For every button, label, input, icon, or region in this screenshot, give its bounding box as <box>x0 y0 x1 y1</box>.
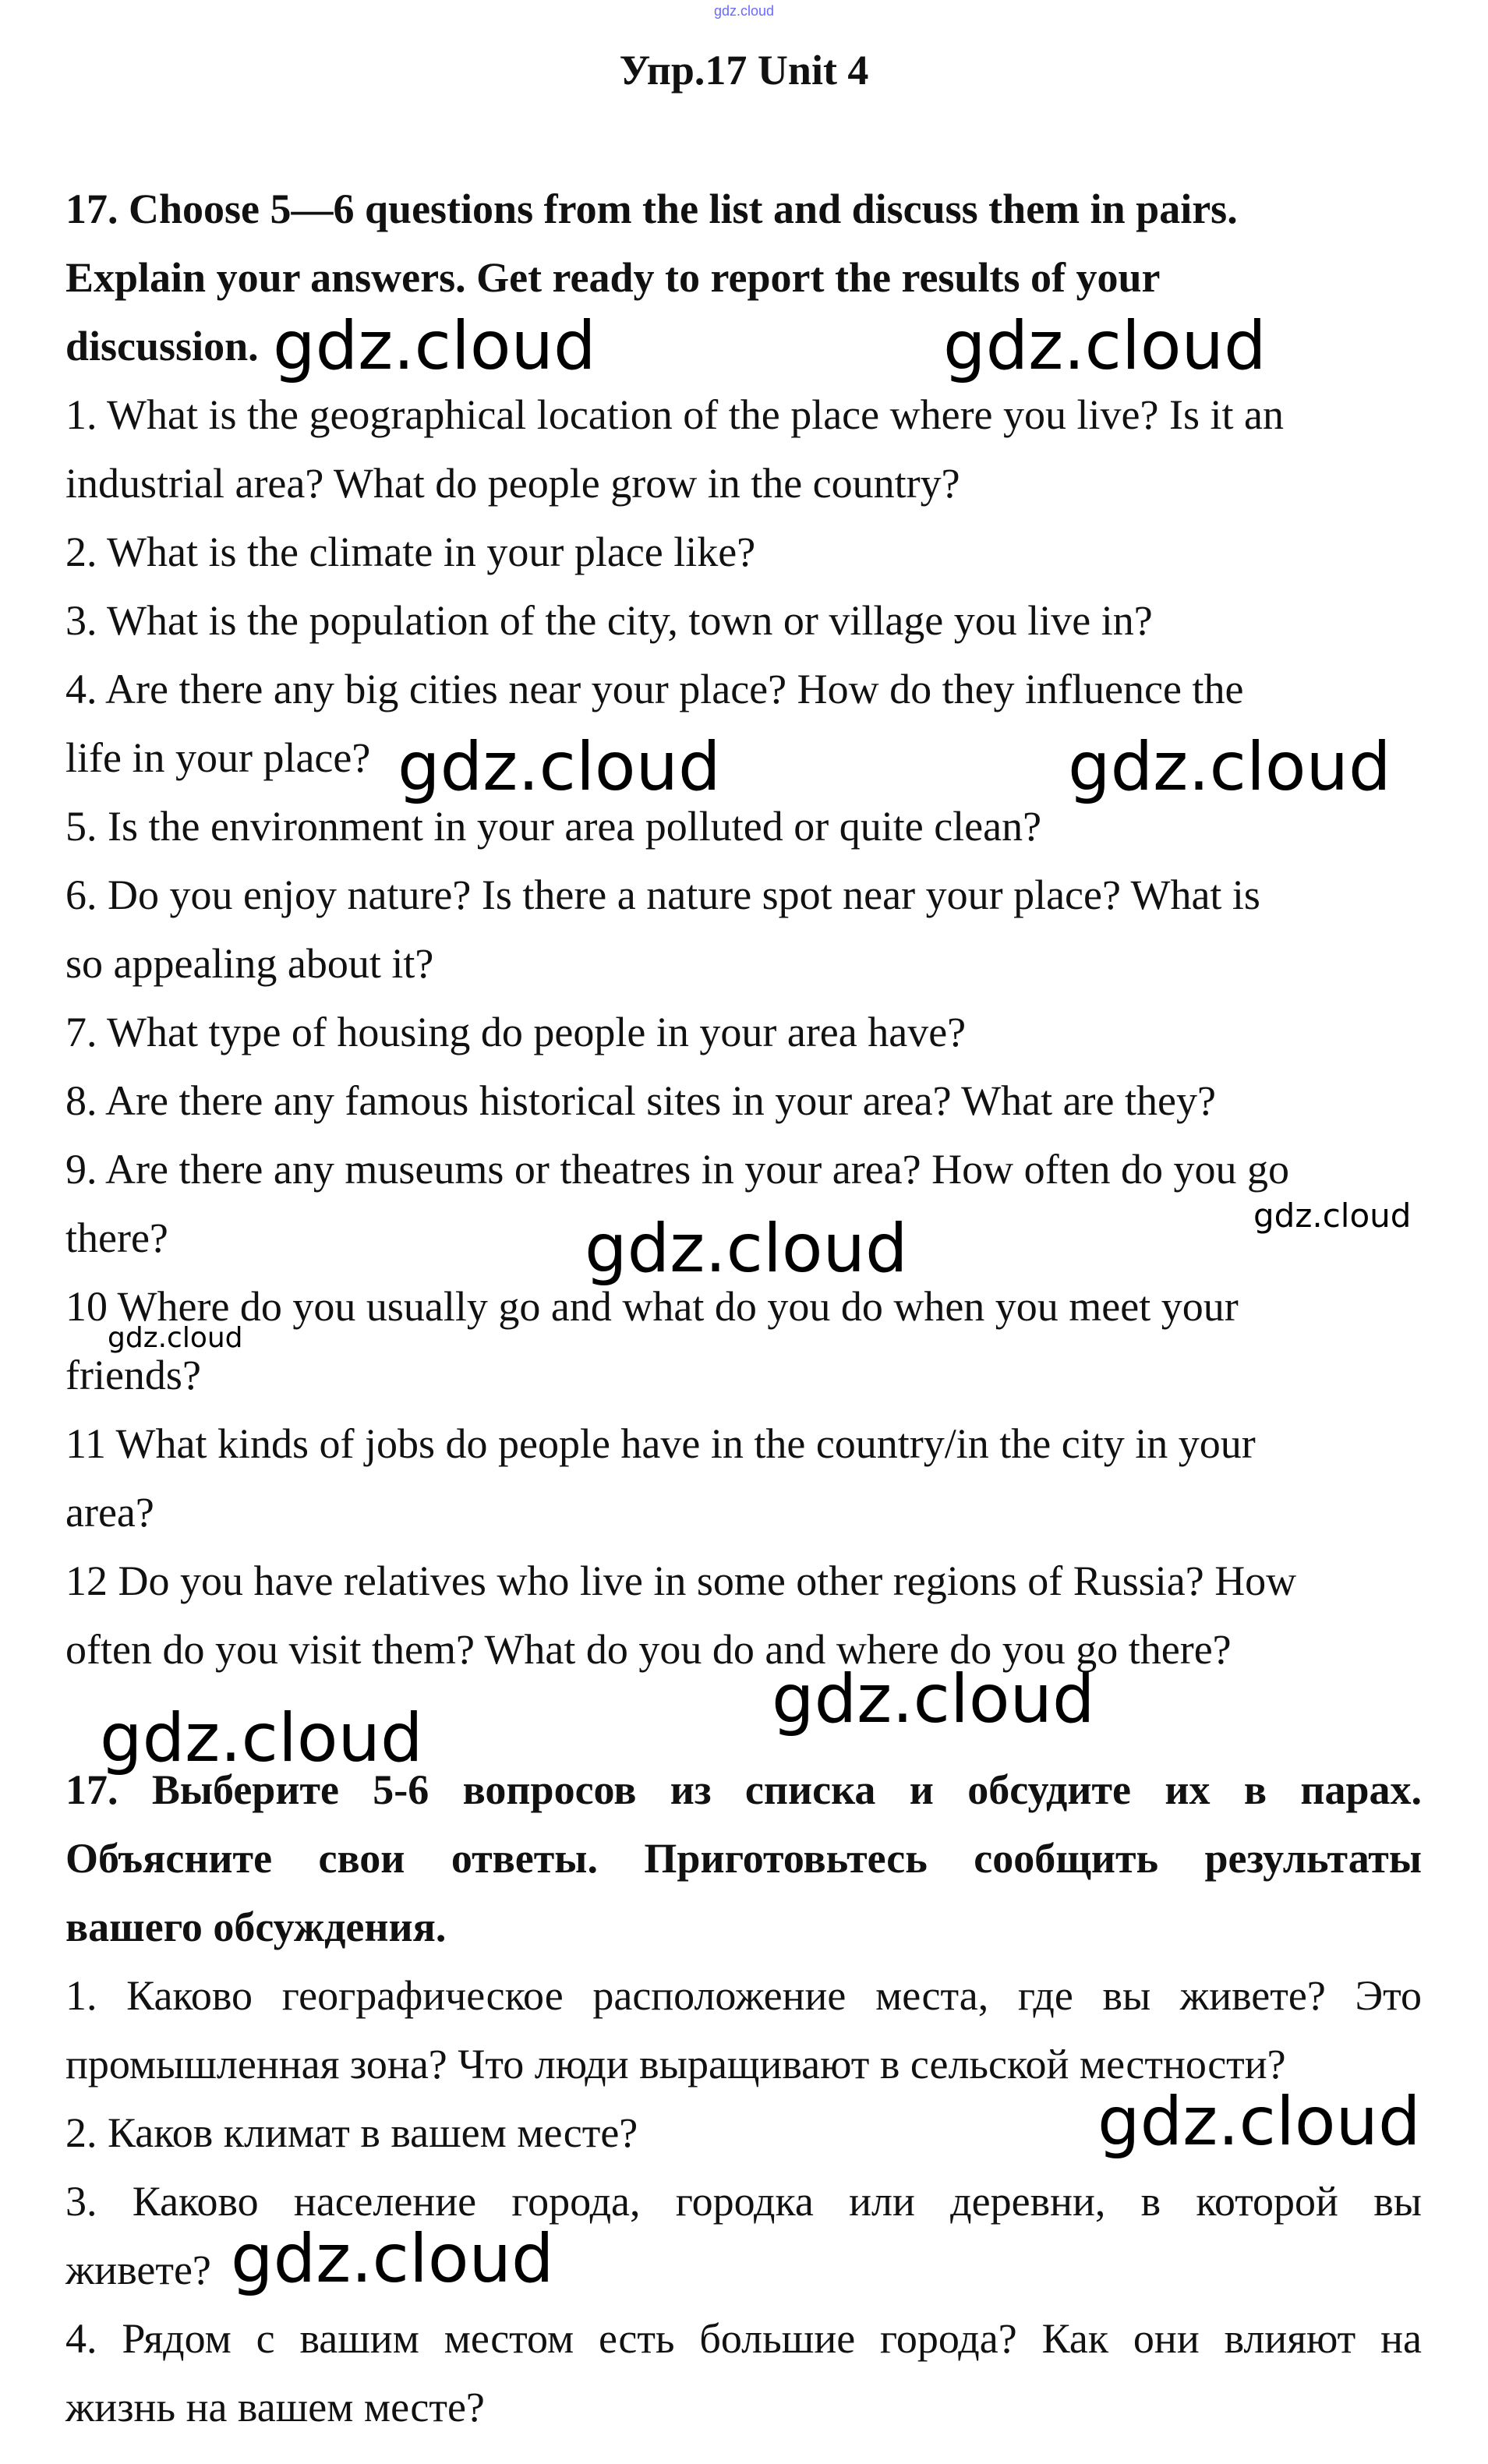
question-line: 11 What kinds of jobs do people have in the country/in the city in your <box>65 1420 1256 1467</box>
question-line: industrial area? What do people grow in the country? <box>65 460 960 507</box>
watermark-small: gdz.cloud <box>1253 1197 1412 1235</box>
watermark-tiny: gdz.cloud <box>108 1322 243 1354</box>
question-line: 5. Is the environment in your area polluted or quite clean? <box>65 803 1042 850</box>
question-line: 4. Are there any big cities near your place? How do they influence the <box>65 666 1244 712</box>
watermark: gdz.cloud <box>231 2220 554 2298</box>
question-line-ru: жизнь на вашем месте? <box>65 2384 485 2430</box>
question-line: area? <box>65 1489 154 1536</box>
question-line: 9. Are there any museums or theatres in your area? How often do you go <box>65 1146 1290 1193</box>
question-line: there? <box>65 1214 168 1261</box>
task-heading-line-ru: Объясните свои ответы. Приготовьтесь сообщить результаты <box>65 1835 1422 1882</box>
question-line: so appealing about it? <box>65 940 434 987</box>
question-line-ru: 2. Каков климат в вашем месте? <box>65 2109 638 2156</box>
question-line: 8. Are there any famous historical sites in your area? What are they? <box>65 1077 1216 1124</box>
question-line-ru: промышленная зона? Что люди выращивают в сельской местности? <box>65 2041 1286 2088</box>
watermark: gdz.cloud <box>585 1210 908 1288</box>
task-heading-line: Explain your answers. Get ready to report the results of your <box>65 254 1161 301</box>
task-heading-line: 17. Choose 5—6 questions from the list and discuss them in pairs. <box>65 186 1238 232</box>
question-line-ru: 4. Рядом с вашим местом есть большие города? Как они влияют на <box>65 2315 1422 2362</box>
watermark: gdz.cloud <box>943 307 1267 385</box>
top-watermark: gdz.cloud <box>713 3 775 19</box>
question-line: friends? <box>65 1352 201 1398</box>
task-heading-line-ru: 17. Выберите 5-6 вопросов из списка и обсудите их в парах. <box>65 1766 1422 1813</box>
question-line: life in your place? <box>65 734 371 781</box>
question-line: 3. What is the population of the city, town or village you live in? <box>65 597 1153 644</box>
question-line: often do you visit them? What do you do and where do you go there? <box>65 1626 1232 1673</box>
watermark: gdz.cloud <box>273 307 596 385</box>
question-line-ru: живете? <box>65 2247 211 2293</box>
task-heading-line: discussion. <box>65 323 259 369</box>
question-line: 2. What is the climate in your place like? <box>65 529 756 575</box>
question-line: 1. What is the geographical location of the place where you live? Is it an <box>65 391 1284 438</box>
question-line: 7. What type of housing do people in your area have? <box>65 1009 967 1055</box>
watermark: gdz.cloud <box>772 1660 1095 1738</box>
watermark: gdz.cloud <box>398 728 721 806</box>
page-title: Упр.17 Unit 4 <box>619 47 869 94</box>
question-line: 6. Do you enjoy nature? Is there a nature spot near your place? What is <box>65 871 1260 918</box>
question-line: 12 Do you have relatives who live in some other regions of Russia? How <box>65 1557 1297 1604</box>
question-line-ru: 3. Каково население города, городка или деревни, в которой вы <box>65 2178 1422 2225</box>
watermark: gdz.cloud <box>100 1699 423 1777</box>
question-line: 10 Where do you usually go and what do you do when you meet your <box>65 1283 1239 1330</box>
watermark: gdz.cloud <box>1068 728 1391 806</box>
task-heading-line-ru: вашего обсуждения. <box>65 1904 447 1950</box>
question-line-ru: 1. Каково географическое расположение места, где вы живете? Это <box>65 1972 1422 2019</box>
watermark: gdz.cloud <box>1097 2083 1421 2161</box>
